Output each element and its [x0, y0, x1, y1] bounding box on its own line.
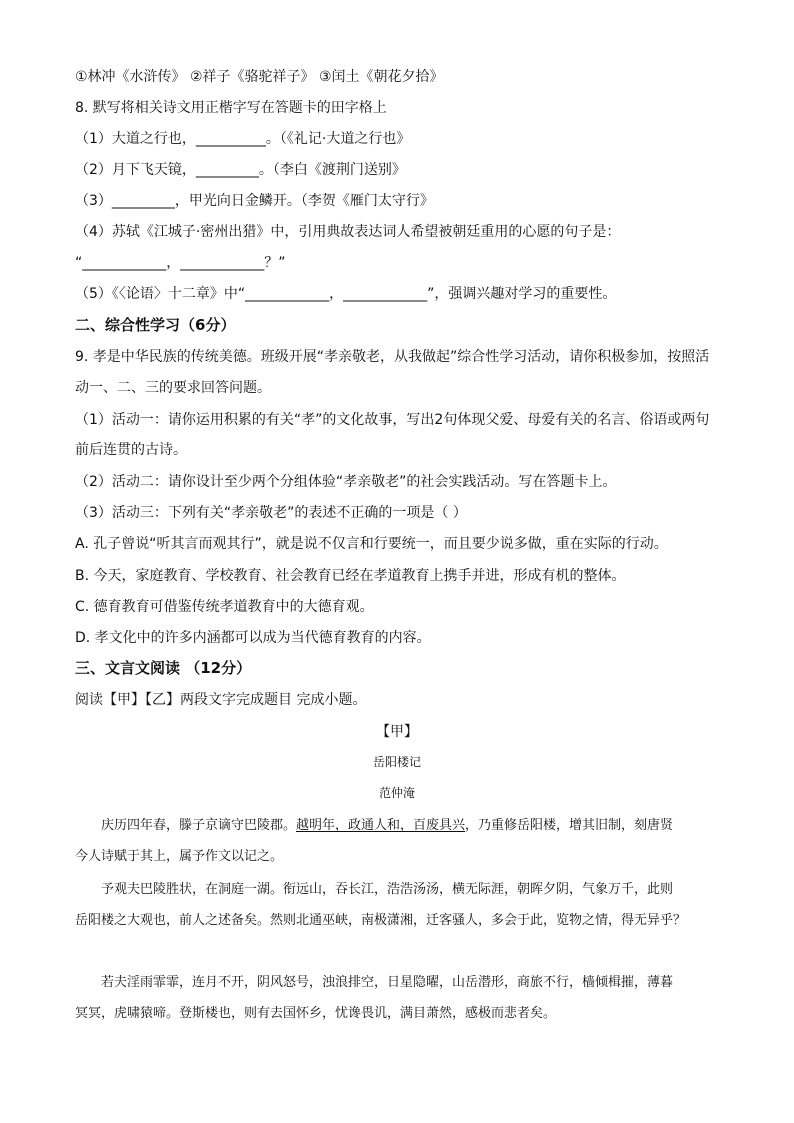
classical-paragraph-1-line-2: 今人诗赋于其上，属予作文以记之。	[75, 849, 284, 864]
question-9-activity-1-line-2: 前后连贯的古诗。	[75, 442, 187, 458]
literary-choices-line: ①林冲《水浒传》 ②祥子《骆驼祥子》 ③闰土《朝花夕拾》	[75, 69, 444, 85]
classical-paragraph-1-line-1	[75, 816, 719, 836]
passage-title: 岳阳楼记	[372, 755, 421, 769]
question-9-activity-3: （3）活动三：下列有关“孝亲敬老”的表述不正确的一项是（ ）	[75, 505, 467, 521]
question-9-activity-2: （2）活动二：请你设计至少两个分组体验“孝亲敬老”的社会实践活动。写在答题卡上。	[75, 474, 617, 490]
question-9-intro-line-2: 动一、二、三的要求回答问题。	[75, 380, 271, 396]
question-9-intro-line-1: 9. 孝是中华民族的传统美德。班级开展“孝亲敬老，从我做起”综合性学习活动，请你积极参加，按照活	[75, 349, 710, 365]
section-2-heading: 二、综合性学习（6分）	[75, 316, 236, 334]
question-8-item-1: （1）大道之行也，__________。（《礼记·大道之行也》	[75, 131, 411, 147]
question-8-item-2: （2）月下飞天镜，_________。（李白《渡荆门送别》	[75, 162, 406, 178]
question-9-option-b: B. 今天，家庭教育、学校教育、社会教育已经在孝道教育上携手并进，形成有机的整体。	[75, 568, 626, 584]
question-8-title: 8. 默写将相关诗文用正楷字写在答题卡的田字格上	[75, 100, 387, 116]
classical-paragraph-1-end: ，乃重修岳阳楼，增其旧制，刻唐贤	[465, 818, 674, 833]
section-3-heading: 三、文言文阅读 （12分）	[75, 659, 252, 677]
question-9-activity-1-line-1: （1）活动一：请你运用积累的有关“孝”的文化故事，写出2句体现父爱、母爱有关的名言、俗语或两句	[75, 412, 710, 428]
classical-paragraph-3-line-2: 冥冥，虎啸猿啼。登斯楼也，则有去国怀乡，忧谗畏讥，满目萧然，感极而悲者矣。	[75, 1006, 557, 1021]
question-9-option-a: A. 孔子曾说“听其言而观其行”，就是说不仅言和行要统一，而且要少说多做，重在实际的行动。	[75, 536, 668, 552]
classical-paragraph-2-line-1: 予观夫巴陵胜状，在洞庭一湖。衔远山，吞长江，浩浩汤汤，横无际涯，朝晖夕阴，气象万千，此则	[101, 882, 674, 897]
classical-paragraph-3-line-1: 若夫淫雨霏霏，连月不开，阴风怒号，浊浪排空，日星隐曜，山岳潜形，商旅不行，樯倾楫摧，薄暮	[101, 975, 674, 990]
classical-paragraph-1-start: 庆历四年春，滕子京谪守巴陵郡。	[101, 818, 297, 833]
question-9-option-d: D. 孝文化中的许多内涵都可以成为当代德育教育的内容。	[75, 630, 431, 646]
question-8-item-5: （5）《〈论语〉十二章》中“____________，____________”，强调兴趣对学习的重要性。	[75, 286, 617, 302]
underlined-phrase: 越明年，政通人和，百废具兴	[296, 818, 466, 833]
classical-paragraph-2-line-2: 岳阳楼之大观也，前人之述备矣。然则北通巫峡，南极潇湘，迁客骚人，多会于此，览物之情，得无异乎？	[75, 913, 687, 928]
passage-author: 范仲淹	[378, 786, 415, 800]
reading-instruction: 阅读【甲】【乙】两段文字完成题目 完成小题。	[75, 692, 367, 708]
question-8-item-4: （4）苏轼《江城子·密州出猎》中，引用典故表达词人希望被朝廷重用的心愿的句子是：	[75, 224, 621, 240]
passage-label: 【甲】	[376, 724, 418, 740]
question-9-option-c: C. 德育教育可借鉴传统孝道教育中的大德育观。	[75, 599, 374, 615]
question-8-item-4-blanks: “____________，____________？”	[75, 255, 286, 271]
question-8-item-3: （3）_________，甲光向日金鳞开。（李贺《雁门太守行》	[75, 193, 434, 209]
